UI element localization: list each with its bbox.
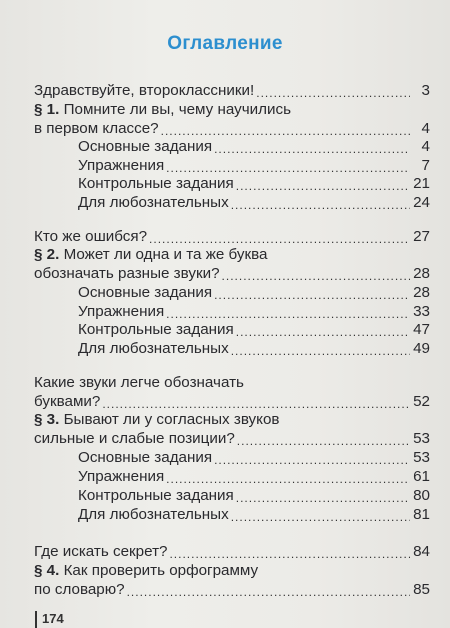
- page-title: Оглавление: [167, 33, 283, 54]
- section-marker: § 1.: [34, 101, 60, 118]
- toc-page-number: 28: [413, 265, 430, 282]
- toc-entry-text: Контрольные задания: [78, 321, 234, 338]
- toc-page-number: 53: [413, 449, 430, 466]
- toc-subentry[interactable]: [78, 485, 430, 505]
- toc-subentry[interactable]: [78, 173, 430, 193]
- leader-dots: [222, 269, 410, 283]
- leader-dots: [169, 547, 410, 561]
- section-marker: § 4.: [34, 562, 60, 579]
- toc-entry-text-cont: сильные и слабые позиции?: [34, 430, 235, 447]
- toc-entry-text: Основные задания: [78, 449, 213, 466]
- toc-subentry[interactable]: [78, 466, 430, 486]
- toc-entry-text: Контрольные задания: [78, 175, 234, 192]
- toc-subentry[interactable]: [78, 301, 430, 321]
- toc-entry-section-3[interactable]: [34, 428, 430, 448]
- toc-subentry[interactable]: [78, 504, 430, 524]
- toc-page-number: 3: [421, 82, 430, 99]
- toc-entry-text: Здравствуйте, второклассники!: [34, 82, 255, 99]
- toc-subentry[interactable]: [78, 447, 430, 467]
- toc-section-4-heading[interactable]: [34, 562, 258, 580]
- toc-entry-text: Основные задания: [78, 284, 213, 301]
- leader-dots: [166, 472, 410, 486]
- leader-dots: [231, 344, 410, 358]
- toc-subentry[interactable]: [78, 282, 430, 302]
- toc-entry-text: Как проверить орфограмму: [63, 562, 259, 579]
- toc-page-number: 81: [413, 506, 430, 523]
- toc-entry-text: Контрольные задания: [78, 487, 234, 504]
- toc-subentry[interactable]: [78, 319, 430, 339]
- toc-entry-who-erred[interactable]: [34, 226, 430, 246]
- toc-section-1-heading[interactable]: [34, 101, 291, 119]
- toc-entry-text: Какие звуки легче обозначать: [34, 374, 244, 391]
- toc-entry-text: Для любознательных: [78, 506, 229, 523]
- toc-entry-text: Упражнения: [78, 157, 165, 174]
- section-marker: § 2.: [34, 246, 60, 263]
- toc-page-number: 52: [413, 393, 430, 410]
- leader-dots: [236, 491, 410, 505]
- toc-entry-text: Помните ли вы, чему научились: [63, 101, 291, 118]
- leader-dots: [236, 179, 410, 193]
- leader-dots: [256, 86, 410, 100]
- toc-entry-sounds[interactable]: [34, 391, 430, 411]
- toc-entry-text: Где искать секрет?: [34, 543, 168, 560]
- toc-entry-section-4[interactable]: [34, 579, 430, 599]
- toc-entry-greeting[interactable]: [34, 80, 430, 100]
- toc-page-number: 4: [421, 120, 430, 137]
- leader-dots: [214, 453, 410, 467]
- section-marker: § 3.: [34, 411, 60, 428]
- toc-page-number: 27: [413, 228, 430, 245]
- leader-dots: [102, 397, 410, 411]
- toc-entry-text-cont: по словарю?: [34, 581, 125, 598]
- toc-section-3-heading[interactable]: [34, 411, 279, 429]
- toc-page-number: 85: [413, 581, 430, 598]
- leader-dots: [236, 325, 410, 339]
- toc-page-number: 49: [413, 340, 430, 357]
- page-number-rule: [35, 611, 37, 628]
- toc-subentry[interactable]: [78, 192, 430, 212]
- toc-subentry[interactable]: [78, 338, 430, 358]
- page-number: 174: [42, 611, 64, 626]
- toc-entry-text: Основные задания: [78, 138, 213, 155]
- toc-page-number: 24: [413, 194, 430, 211]
- leader-dots: [149, 232, 410, 246]
- leader-dots: [127, 585, 410, 599]
- toc-entry-section-1[interactable]: [34, 118, 430, 138]
- toc-page-number: 61: [413, 468, 430, 485]
- leader-dots: [231, 510, 410, 524]
- leader-dots: [214, 288, 410, 302]
- toc-entry-text: Может ли одна и та же буква: [63, 246, 268, 263]
- toc-page-number: 21: [413, 175, 430, 192]
- toc-entry-text: Для любознательных: [78, 340, 229, 357]
- toc-section-2-heading[interactable]: [34, 246, 267, 264]
- toc-page-number: 47: [413, 321, 430, 338]
- toc-subentry[interactable]: [78, 155, 430, 175]
- leader-dots: [214, 142, 410, 156]
- toc-entry-text-cont: буквами?: [34, 393, 101, 410]
- toc-page-number: 53: [413, 430, 430, 447]
- toc-entry-secret[interactable]: [34, 541, 430, 561]
- toc-entry-text-cont: обозначать разные звуки?: [34, 265, 220, 282]
- toc-page-number: 28: [413, 284, 430, 301]
- toc-entry-section-2[interactable]: [34, 263, 430, 283]
- toc-entry-text: Бывают ли у согласных звуков: [63, 411, 280, 428]
- toc-subentry[interactable]: [78, 136, 430, 156]
- leader-dots: [237, 434, 410, 448]
- toc-page-number: 80: [413, 487, 430, 504]
- toc-entry-text: Упражнения: [78, 468, 165, 485]
- toc-entry-sounds-heading[interactable]: [34, 374, 244, 392]
- toc-page-number: 33: [413, 303, 430, 320]
- toc-entry-text-cont: в первом классе?: [34, 120, 159, 137]
- toc-page-number: 84: [413, 543, 430, 560]
- toc-entry-text: Кто же ошибся?: [34, 228, 148, 245]
- toc-entry-text: Упражнения: [78, 303, 165, 320]
- toc-page-number: 7: [421, 157, 430, 174]
- toc-entry-text: Для любознательных: [78, 194, 229, 211]
- toc-page-number: 4: [421, 138, 430, 155]
- leader-dots: [231, 198, 410, 212]
